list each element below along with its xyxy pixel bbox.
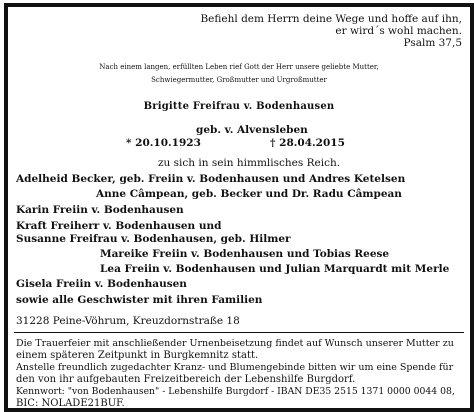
footer-line-1: Die Trauerfeier mit anschließender Urnenbeisetzung findet auf Wunsch unserer Mutter zu bbox=[16, 338, 454, 349]
footer-line-5: Kennwort: "von Bodenhausen" - Lebenshilfe Burgdorf - IBAN DE35 2515 1371 0000 0044 08, bbox=[16, 386, 455, 397]
mourner-9: sowie alle Geschwister mit ihren Familien bbox=[16, 294, 263, 306]
birth-name: geb. v. Alvensleben bbox=[196, 124, 308, 136]
intro-line-2: Schwiegermutter, Großmutter und Urgroßmutter bbox=[151, 76, 327, 84]
mourner-1: Adelheid Becker, geb. Freiin v. Bodenhausen und Andres Ketelsen bbox=[16, 173, 406, 185]
footer-line-2: einem späteren Zeitpunkt in Burgkemnitz statt. bbox=[16, 350, 259, 361]
mourner-8: Gisela Freiin v. Bodenhausen bbox=[16, 278, 187, 290]
motto-line-2: er wird´s wohl machen. bbox=[335, 25, 462, 37]
footer-line-4: den von ihr aufgebauten Freizeitbereich der Lebenshilfe Burgdorf. bbox=[16, 374, 356, 385]
address: 31228 Peine-Vöhrum, Kreuzdornstraße 18 bbox=[16, 315, 240, 327]
obituary-notice bbox=[4, 3, 474, 412]
reich-line: zu sich in sein himmlisches Reich. bbox=[158, 157, 341, 169]
death-date: † 28.04.2015 bbox=[270, 137, 345, 149]
birth-date: * 20.10.1923 bbox=[126, 137, 201, 149]
deceased-name: Brigitte Freifrau v. Bodenhausen bbox=[143, 101, 335, 112]
motto-line-1: Befiehl dem Herrn deine Wege und hoffe auf ihn, bbox=[200, 13, 462, 25]
mourner-3: Karin Freiin v. Bodenhausen bbox=[16, 204, 184, 216]
intro-line-1: Nach einem langen, erfüllten Leben rief Gott der Herr unsere geliebte Mutter, bbox=[99, 63, 379, 71]
mourner-4: Kraft Freiherr v. Bodenhausen und bbox=[16, 220, 222, 232]
mourner-6: Mareike Freiin v. Bodenhausen und Tobias Reese bbox=[100, 248, 390, 260]
mourner-5: Susanne Freifrau v. Bodenhausen, geb. Hilmer bbox=[16, 233, 291, 245]
divider bbox=[14, 332, 464, 333]
motto-reference: Psalm 37,5 bbox=[403, 37, 462, 49]
footer-line-3: Anstelle freundlich zugedachter Kranz- und Blumengebinde bitten wir um eine Spende für bbox=[16, 362, 454, 373]
mourner-2: Anne Câmpean, geb. Becker und Dr. Radu Câmpean bbox=[96, 188, 402, 200]
footer-line-6: BIC: NOLADE21BUF. bbox=[16, 398, 125, 409]
mourner-7: Lea Freiin v. Bodenhausen und Julian Marquardt mit Merle bbox=[100, 263, 450, 275]
